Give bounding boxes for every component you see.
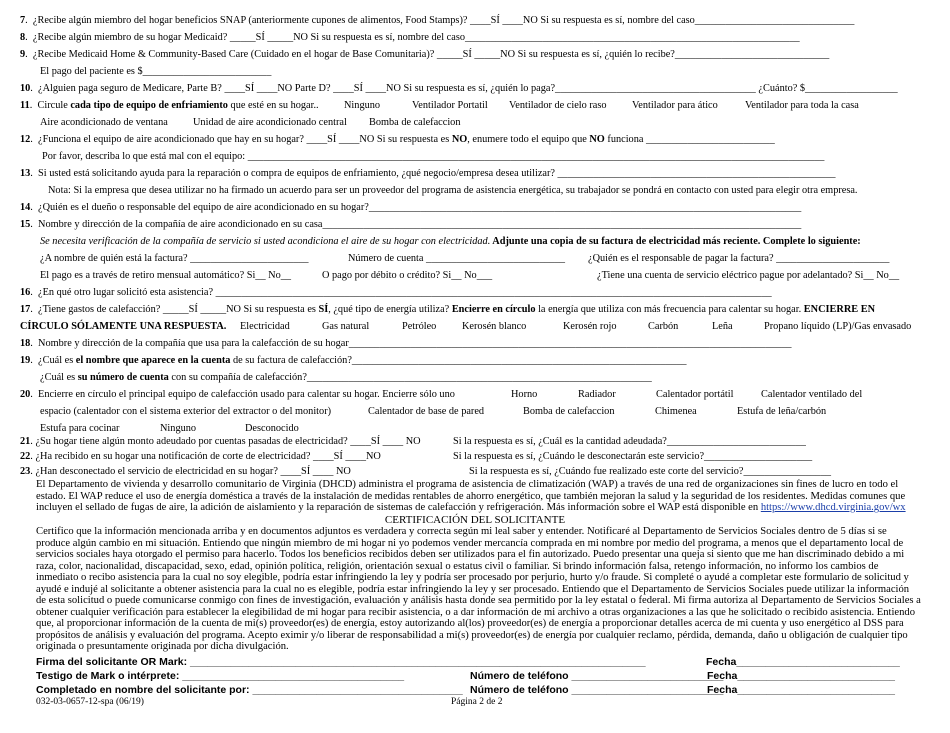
energy-option[interactable]: Gas natural <box>322 321 370 332</box>
certification-text: Certifico que la información mencionada arriba y en documentos adjuntos es verdadera y correcta según mi leal saber y entender. Notificaré al Departamento de Servicios Sociales dentro de 5 días si se produce algún cambio en mi situación. Entiendo que ningún miembro de mi hogar ni yo podemos vender mercancía comprada en mi nombre por medio del programa, a menos que el departamento local de servicios sociales haya otorgado el permiso para hacerlo. Todos los beneficios recibidos deben ser utilizados para el fin autorizado. Puedo presentar una queja si siento que me han discriminado debido a mi raza, color, nacionalidad, discapacidad, sexo, edad, opinión política, religión, orientación sexual o estatus civil o familiar. Si brindo información falsa, retengo información, no informo los cambios de inmediato o recibo asistencia para la cual no soy elegible, podría estar infringiendo la ley y podría ser procesado por perjurio, hurto y/o fraude. Si completé o ayudé a completar este formulario de solicitud y ayudé e indujé al solicitante a obtener asistencia para la cual no es elegible, podría estar infringiendo la ley y ser procesado. Entiendo que el Departamento de Servicios Sociales puede utilizar la información de esta solicitud o puede comunicarse conmigo con fines de investigación, evaluación y análisis hasta donde sea permitido por la ley estatal o federal. Mi firma autoriza al Departamento de Servicios Sociales a obtener cualquier verificación para establecer la elegibilidad de mi hogar para recibir asistencia, o a dar información de mi archivo a otras organizaciones a las que he solicitado o recibido asistencia. Entiendo que, al proporcionar información de la cuenta de mi(s) proveedor(es) de energía, estoy autorizando al(los) proveedor(es) de energía a proporcionar detalles acerca de mi cuenta y uso energético al DSS para propósitos de análisis y evaluación del programa. Acepto eximir y/o liberar de responsabilidad a mi(s) proveedor(es) de energía por cualquier reclamo, pérdida, demanda, daño u obligación de cualquier tipo originada o presuntamente originada por dicha divulgación. <box>36 526 921 652</box>
question-8: 8. ¿Recibe algún miembro de su hogar Medicaid? _____SÍ _____NO Si su respuesta es sí, nombre del caso_________________________________________________________________ <box>20 32 800 43</box>
question-10: 10. ¿Alguien paga seguro de Medicare, Parte B? ____SÍ ____NO Parte D? ____SÍ ____NO Si su respuesta es sí, ¿quién lo paga?_______________________________________ ¿Cuánto? $__________________ <box>20 83 898 94</box>
energy-option[interactable]: Propano líquido (LP)/Gas envasado <box>764 321 912 332</box>
completed-by-field[interactable]: Completado en nombre del solicitante por: ____________________________________ <box>36 684 463 696</box>
question-9-patient-payment: El pago del paciente es $_________________________ <box>40 66 272 77</box>
energy-option[interactable]: Carbón <box>648 321 679 332</box>
heating-option[interactable]: Horno <box>511 389 538 400</box>
question-13-note: Nota: Si la empresa que desea utilizar no ha firmado un acuerdo para ser un proveedor del programa de asistencia energética, su trabajador se pondrá en contacto con usted para elegir otra empresa. <box>48 185 858 196</box>
auto-withdrawal-field[interactable]: El pago es a través de retiro mensual automático? Si__ No__ <box>40 270 292 281</box>
energy-option[interactable]: Electricidad <box>240 321 290 332</box>
heating-option[interactable]: Calentador ventilado del <box>761 389 863 400</box>
question-9: 9. ¿Recibe Medicaid Home & Community-Based Care (Cuidado en el hogar de Base Comunitaria)? _____SÍ _____NO Si su respuesta es sí, ¿quién lo recibe?______________________________ <box>20 49 830 60</box>
heating-option[interactable]: Desconocido <box>245 423 299 434</box>
heating-option[interactable]: Estufa de leña/carbón <box>737 406 827 417</box>
applicant-signature-field[interactable]: Firma del solicitante OR Mark: ______________________________________________________________________________ <box>36 656 646 668</box>
wap-link[interactable]: https://www.dhcd.virginia.gov/wx <box>760 502 906 513</box>
question-23-date[interactable]: Si la respuesta es sí, ¿Cuándo fue realizado este corte del servicio?_________________ <box>469 466 831 477</box>
question-15: 15. Nombre y dirección de la compañía de aire acondicionado en su casa_____________________________________________________________________________________________ <box>20 219 802 230</box>
cooling-option[interactable]: Ventilador de cielo raso <box>509 100 607 111</box>
question-9-text: ¿Recibe Medicaid Home & Community-Based Care (Cuidado en el hogar de Base Comunitaria)? _____SÍ _____NO Si su respuesta es sí, ¿quién lo recibe?______________________________ <box>32 49 830 60</box>
energy-option[interactable]: Leña <box>712 321 733 332</box>
energy-option[interactable]: Kerosén rojo <box>563 321 617 332</box>
cooling-option[interactable]: Aire acondicionado de ventana <box>40 117 168 128</box>
question-19: 19. ¿Cuál es el nombre que aparece en la cuenta de su factura de calefacción?_________________________________________________________________ <box>20 355 687 366</box>
cooling-option[interactable]: Ventilador para toda la casa <box>745 100 859 111</box>
question-15-verification: Se necesita verificación de la compañía de servicio si usted acondiciona el aire de su hogar con electricidad. Adjunte una copia de su factura de electricidad más reciente. Complete lo siguiente: <box>40 236 861 247</box>
question-12: 12. ¿Funciona el equipo de aire acondicionado que hay en su hogar? ____SÍ ____NO Si su respuesta es NO, enumere todo el equipo que NO funciona _________________________ <box>20 134 775 145</box>
cooling-option[interactable]: Unidad de aire acondicionado central <box>193 117 347 128</box>
question-16: 16. ¿En qué otro lugar solicitó esta asistencia? ____________________________________________________________________________________________________________ <box>20 287 772 298</box>
heating-option[interactable]: Calentador portátil <box>656 389 734 400</box>
question-22-date[interactable]: Si la respuesta es sí, ¿Cuándo le desconectarán este servicio?_____________________ <box>453 451 813 462</box>
question-23: 23. ¿Han desconectado el servicio de electricidad en su hogar? ____SÍ ____ NO <box>20 466 351 477</box>
question-7: 7. ¿Recibe algún miembro del hogar beneficios SNAP (anteriormente cupones de alimentos, Food Stamps)? ____SÍ ____NO Si su respuesta es sí, nombre del caso_______________________________ <box>20 15 855 26</box>
energy-option[interactable]: Petróleo <box>402 321 437 332</box>
applicant-date-field[interactable]: Fecha____________________________ <box>706 656 900 668</box>
account-number-field[interactable]: Número de cuenta ___________________________ <box>348 253 566 264</box>
question-19-account: ¿Cuál es su número de cuenta con su compañía de calefacción?___________________________________________________________________ <box>40 372 652 383</box>
wap-paragraph: El Departamento de vivienda y desarrollo comunitario de Virginia (DHCD) administra el programa de asistencia de climatización (WAP) a través de una red de organizaciones sin fines de lucro en todo el estado. El WAP reduce el uso de energía doméstica a través de la instalación de medidas rentables de ahorro energético, que también mejoran la salud y la seguridad de los residentes. Medidas comunes que incluyen el sellado de fugas de aire, la adición de aislamiento y la reparación de sistemas de calefacción y refrigeración. Más información sobre el WAP está disponible en https://www.dhcd.virginia.gov/wx <box>36 479 906 513</box>
question-22: 22. ¿Ha recibido en su hogar una notificación de corte de electricidad? ____SÍ ____NO <box>20 451 381 462</box>
question-14: 14. ¿Quién es el dueño o responsable del equipo de aire acondicionado en su hogar?____________________________________________________________________________________ <box>20 202 802 213</box>
question-15-text: Nombre y dirección de la compañía de aire acondicionado en su casa_____________________________________________________________________________________________ <box>38 219 802 230</box>
cooling-option[interactable]: Ventilador para ático <box>632 100 718 111</box>
bill-name-field[interactable]: ¿A nombre de quién está la factura? _______________________ <box>40 253 309 264</box>
question-20: 20. Encierre en círculo el principal equipo de calefacción usado para calentar su hogar. Encierre sólo uno <box>20 389 455 400</box>
heating-option[interactable]: Calentador de base de pared <box>368 406 485 417</box>
question-7-text: ¿Recibe algún miembro del hogar beneficios SNAP (anteriormente cupones de alimentos, Food Stamps)? ____SÍ ____NO Si su respuesta es sí, nombre del caso_______________________________ <box>32 15 855 26</box>
question-18: 18. Nombre y dirección de la compañía que usa para la calefacción de su hogar______________________________________________________________________________________ <box>20 338 792 349</box>
completed-by-phone-field[interactable]: Número de teléfono __________________________ <box>470 684 724 696</box>
cooling-option[interactable]: Bomba de calefaccion <box>369 117 461 128</box>
heating-option[interactable]: Radiador <box>578 389 616 400</box>
question-13: 13. Si usted está solicitando ayuda para la reparación o compra de equipos de enfriamiento, ¿qué negocio/empresa desea utilizar? ______________________________________________________ <box>20 168 836 179</box>
question-16-text: ¿En qué otro lugar solicitó esta asistencia? ____________________________________________________________________________________________________________ <box>38 287 772 298</box>
energy-option[interactable]: Kerosén blanco <box>462 321 527 332</box>
question-17: 17. ¿Tiene gastos de calefacción? _____SÍ _____NO Si su respuesta es SÍ, ¿qué tipo de energía utiliza? Encierre en círculo la energía que utiliza con más frecuencia para calentar su hogar. ENCIERRE EN <box>20 304 875 315</box>
question-10-text: ¿Alguien paga seguro de Medicare, Parte B? ____SÍ ____NO Parte D? ____SÍ ____NO Si su respuesta es sí, ¿quién lo paga?_______________________________________ ¿Cuánto? $__________________ <box>38 83 898 94</box>
witness-field[interactable]: Testigo de Mark o intérprete: ______________________________________ <box>36 670 405 682</box>
question-20-text: Encierre en círculo el principal equipo de calefacción usado para calentar su hogar. Encierre sólo uno <box>38 389 455 400</box>
heating-option[interactable]: Bomba de calefaccion <box>523 406 615 417</box>
form-number: 032-03-0657-12-spa (06/19) <box>36 697 144 707</box>
certification-title: CERTIFICACIÓN DEL SOLICITANTE <box>384 514 566 526</box>
prepaid-account-field[interactable]: ¿Tiene una cuenta de servicio eléctrico pague por adelantado? Si__ No__ <box>597 270 900 281</box>
question-21: 21. ¿Su hogar tiene algún monto adeudado por cuentas pasadas de electricidad? ____SÍ ____ NO <box>20 436 421 447</box>
question-12-describe: Por favor, describa lo que está mal con el equipo: ________________________________________________________________________________________________________________ <box>42 151 825 162</box>
bill-responsible-field[interactable]: ¿Quién es el responsable de pagar la factura? ______________________ <box>588 253 890 264</box>
heating-option[interactable]: espacio (calentador con el sistema exterior del extractor o del monitor) <box>40 406 332 417</box>
page-number: Página 2 de 2 <box>451 697 503 707</box>
completed-by-date-field[interactable]: Fecha___________________________ <box>707 684 896 696</box>
heating-option[interactable]: Estufa para cocinar <box>40 423 120 434</box>
question-11: 11. Circule cada tipo de equipo de enfriamiento que esté en su hogar.. <box>20 100 319 111</box>
question-8-text: ¿Recibe algún miembro de su hogar Medicaid? _____SÍ _____NO Si su respuesta es sí, nombre del caso_________________________________________________________________ <box>32 32 800 43</box>
heating-option[interactable]: Ninguno <box>160 423 197 434</box>
witness-date-field[interactable]: Fecha___________________________ <box>707 670 896 682</box>
heating-option[interactable]: Chimenea <box>655 406 697 417</box>
debit-credit-field[interactable]: O pago por débito o crédito? Si__ No___ <box>322 270 493 281</box>
question-14-text: ¿Quién es el dueño o responsable del equipo de aire acondicionado en su hogar?____________________________________________________________________________________ <box>38 202 802 213</box>
question-13-text: Si usted está solicitando ayuda para la reparación o compra de equipos de enfriamiento, ¿qué negocio/empresa desea utilizar? ______________________________________________________ <box>38 168 836 179</box>
question-18-text: Nombre y dirección de la compañía que usa para la calefacción de su hogar______________________________________________________________________________________ <box>38 338 792 349</box>
question-17-instruction: CÍRCULO SÓLAMENTE UNA RESPUESTA. <box>20 321 227 332</box>
cooling-option[interactable]: Ventilador Portatil <box>412 100 488 111</box>
witness-phone-field[interactable]: Número de teléfono __________________________ <box>470 670 724 682</box>
cooling-option[interactable]: Ninguno <box>344 100 381 111</box>
question-21-amount[interactable]: Si la respuesta es sí, ¿Cuál es la cantidad adeudada?___________________________ <box>453 436 806 447</box>
